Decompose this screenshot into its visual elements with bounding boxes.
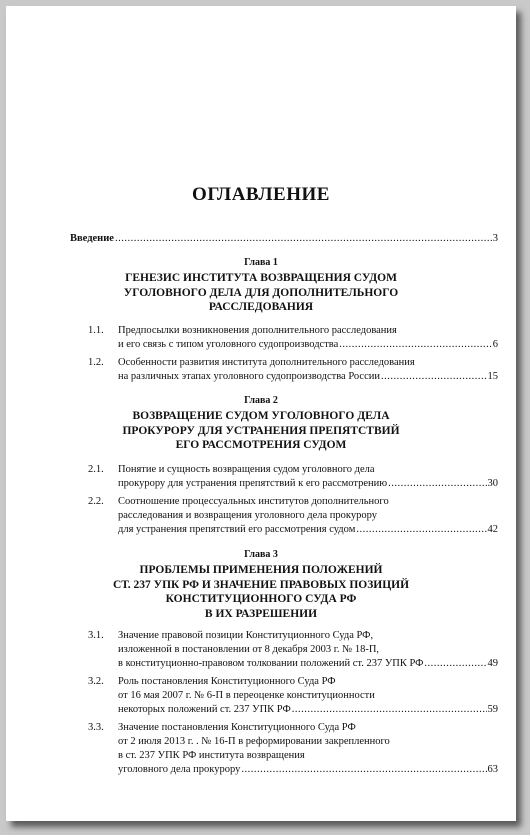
section-number: 3.1. <box>88 630 104 641</box>
leader-dots <box>339 338 491 351</box>
section-title-line: некоторых положений ст. 237 УПК РФ <box>118 704 291 715</box>
toc-page-number: 49 <box>487 658 498 669</box>
chapter-title-line: ПРОБЛЕМЫ ПРИМЕНЕНИЯ ПОЛОЖЕНИЙ <box>139 564 383 576</box>
section-last-line <box>118 523 498 536</box>
section-title-line: Соотношение процессуальных институтов дополнительного <box>118 496 389 507</box>
chapter-title-line: СТ. 237 УПК РФ И ЗНАЧЕНИЕ ПРАВОВЫХ ПОЗИЦИЙ <box>112 578 410 591</box>
chapter-title-line: КОНСТИТУЦИОННОГО СУДА РФ <box>165 593 357 605</box>
leader-dots <box>115 232 492 245</box>
page-title: ОГЛАВЛЕНИЕ <box>192 184 330 205</box>
toc-page-number: 42 <box>487 524 498 535</box>
section-title-line: от 2 июля 2013 г. . № 16-П в реформировании закрепленного <box>118 736 390 747</box>
section-title-line: Значение правовой позиции Конституционного Суда РФ, <box>118 630 374 641</box>
leader-dots <box>388 477 486 490</box>
chapter-label: Глава 2 <box>244 395 278 406</box>
section-title-line: уголовного дела прокурору <box>118 764 241 775</box>
section-title-line: Значение постановления Конституционного Суда РФ <box>118 722 356 733</box>
section-last-line <box>118 338 498 351</box>
section-last-line <box>118 703 498 716</box>
section-title-line: от 16 мая 2007 г. № 6-П в переоценке конституционности <box>118 690 375 701</box>
section-title-line: на различных этапах уголовного судопроизводства России <box>118 371 380 382</box>
toc-entry-intro[interactable] <box>70 232 498 245</box>
chapter-title-line: ПРОКУРОРУ ДЛЯ УСТРАНЕНИЯ ПРЕПЯТСТВИЙ <box>122 424 400 437</box>
section-number: 1.2. <box>88 357 104 368</box>
document-page <box>6 6 516 821</box>
chapter-title-line: ЕГО РАССМОТРЕНИЯ СУДОМ <box>175 439 347 451</box>
section-last-line <box>118 657 498 670</box>
toc-page-number: 6 <box>492 339 498 350</box>
section-number: 1.1. <box>88 325 104 336</box>
leader-dots <box>424 657 486 670</box>
chapter-label: Глава 3 <box>244 549 278 560</box>
chapter-title-line: ГЕНЕЗИС ИНСТИТУТА ВОЗВРАЩЕНИЯ СУДОМ <box>125 272 397 284</box>
toc-entry-label: Введение <box>70 233 114 244</box>
section-number: 2.2. <box>88 496 104 507</box>
section-title-line: расследования и возвращения уголовного дела прокурору <box>118 510 377 521</box>
section-title-line: в конституционно-правовом толковании положений ст. 237 УПК РФ <box>118 658 424 669</box>
leader-dots <box>381 370 487 383</box>
chapter-title <box>6 271 516 315</box>
section-title-line: в ст. 237 УПК РФ института возвращения <box>118 750 305 761</box>
section-title-line: прокурору для устранения препятствий к его рассмотрению <box>118 478 388 489</box>
section-title-line: Роль постановления Конституционного Суда РФ <box>118 676 336 687</box>
toc-page-number: 59 <box>487 704 498 715</box>
section-number: 3.3. <box>88 722 104 733</box>
toc-page-number: 15 <box>487 371 498 382</box>
toc-page-number: 30 <box>487 478 498 489</box>
section-title-line: Предпосылки возникновения дополнительного расследования <box>118 325 397 336</box>
leader-dots <box>356 523 486 536</box>
leader-dots <box>292 703 487 716</box>
chapter-title <box>6 563 516 621</box>
chapter-title-line: ВОЗВРАЩЕНИЕ СУДОМ УГОЛОВНОГО ДЕЛА <box>132 410 390 422</box>
toc-page-number: 3 <box>492 233 498 244</box>
section-title-line: изложенной в постановлении от 8 декабря 2003 г. № 18-П, <box>118 644 380 655</box>
chapter-title <box>6 409 516 453</box>
section-number: 2.1. <box>88 464 104 475</box>
section-title-line: Особенности развития института дополнительного расследования <box>118 357 415 368</box>
leader-dots <box>241 763 486 776</box>
chapter-title-line: УГОЛОВНОГО ДЕЛА ДЛЯ ДОПОЛНИТЕЛЬНОГО <box>123 286 399 299</box>
section-title-line: и его связь с типом уголовного судопроизводства <box>118 339 339 350</box>
chapter-label: Глава 1 <box>244 257 278 268</box>
chapter-title-line: В ИХ РАЗРЕШЕНИИ <box>204 607 318 620</box>
section-last-line <box>118 763 498 776</box>
section-number: 3.2. <box>88 676 104 687</box>
section-title-line: для устранения препятствий его рассмотрения судом <box>118 524 356 535</box>
section-last-line <box>118 370 498 383</box>
section-last-line <box>118 477 498 490</box>
section-title-line: Понятие и сущность возвращения судом уголовного дела <box>118 464 375 475</box>
chapter-title-line: РАССЛЕДОВАНИЯ <box>208 301 314 313</box>
toc-page-number: 63 <box>487 764 498 775</box>
